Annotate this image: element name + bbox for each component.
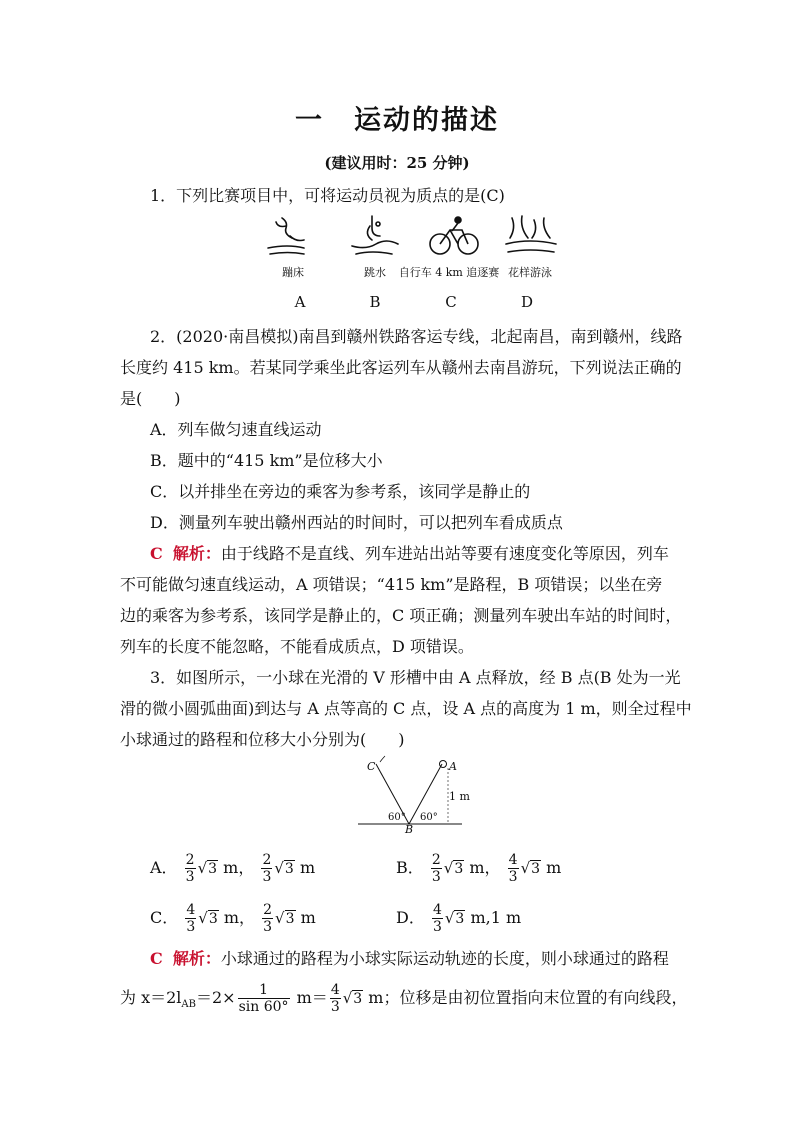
- q3-analysis-tag: 解析：: [172, 949, 221, 968]
- option-b-label: B．: [396, 858, 424, 877]
- trampoline-icon: [268, 218, 304, 254]
- option-b-unit-1: m，: [469, 858, 501, 877]
- analysis-fraction-result: $\frac{4}{3}$: [330, 982, 340, 1015]
- option-a-radical-1: √3: [197, 859, 218, 877]
- analysis-eq-mid: m＝: [291, 988, 328, 1007]
- q2-option-a: A．列车做匀速直线运动: [150, 420, 322, 439]
- label-height: 1 m: [449, 790, 470, 803]
- option-c-unit-2: m: [300, 908, 316, 927]
- pic-letter-a: A: [294, 293, 306, 311]
- q3-line-3: 小球通过的路程和位移大小分别为( ): [120, 730, 405, 749]
- q2-option-d: D．测量列车驶出赣州西站的时间时，可以把列车看成质点: [150, 513, 563, 532]
- synchronized-swimming-icon: [506, 216, 556, 252]
- q3-analysis-line-1: [150, 949, 710, 969]
- ball-at-a: [440, 761, 447, 768]
- q3-line-1: 3．如图所示，一小球在光滑的 V 形槽中由 A 点释放，经 B 点(B 处为一光: [150, 668, 681, 687]
- option-b-fraction-1: $\frac{2}{3}$: [431, 852, 441, 885]
- pic-label-c: 自行车 4 km 追逐赛: [398, 266, 500, 279]
- option-b-fraction-2: $\frac{4}{3}$: [508, 852, 518, 885]
- q2-line-3: 是( ): [120, 389, 181, 408]
- q2-analysis-tag: 解析：: [172, 544, 221, 563]
- pic-letter-d: D: [520, 293, 534, 311]
- analysis-fraction-sin: $\frac{1}{\sin 60^\circ}$: [238, 982, 289, 1015]
- q2-analysis-text-1: 由于线路不是直线、列车进站出站等要有速度变化等原因，列车: [220, 544, 669, 563]
- option-d-radical-1: √3: [444, 909, 465, 927]
- q3-analysis-text-1: 小球通过的路程为小球实际运动轨迹的长度，则小球通过的路程: [220, 949, 669, 968]
- option-b-radical-1: √3: [443, 859, 464, 877]
- option-c-radical-2: √3: [275, 909, 295, 927]
- q3-analysis-line-2: [120, 978, 687, 1025]
- option-c-unit-1: m，: [223, 908, 256, 927]
- pic-letter-c: C: [445, 293, 457, 311]
- bicycle-icon: [430, 217, 478, 254]
- option-a-fraction-2: $\frac{2}{3}$: [262, 852, 272, 885]
- option-c-radical-1: √3: [198, 909, 218, 927]
- option-d-unit-1: m,1 m: [470, 908, 522, 927]
- diving-icon: [352, 216, 398, 254]
- q3-answer-letter: C: [150, 949, 163, 968]
- option-a-unit-2: m: [299, 858, 316, 877]
- q3-option-d: [396, 898, 521, 939]
- pic-letter-b: B: [369, 293, 381, 311]
- q2-analysis-line-3: 边的乘客为参考系，该同学是静止的，C 项正确；测量列车驶出车站的时间时，: [120, 606, 682, 625]
- page-title: [0, 98, 794, 137]
- q3-option-c: [150, 898, 316, 939]
- ball-mark-at-c: [380, 756, 385, 762]
- suggested-time: (建议用时：25 分钟): [324, 154, 470, 172]
- analysis-eq-part1: ＝2×: [196, 988, 236, 1007]
- label-angle-left: 60°: [388, 812, 406, 823]
- q2-line-1: 2．(2020·南昌模拟)南昌到赣州铁路客运专线，北起南昌，南到赣州，线路: [150, 327, 683, 346]
- q3-line-2: 滑的微小圆弧曲面)到达与 A 点等高的 C 点，设 A 点的高度为 1 m，则全过程中: [120, 699, 692, 718]
- option-c-fraction-2: $\frac{2}{3}$: [263, 902, 273, 935]
- label-angle-right: 60°: [420, 812, 438, 823]
- pic-label-b: 跳水: [364, 266, 386, 279]
- option-a-radical-2: √3: [274, 859, 294, 877]
- q2-analysis-line-2: 不可能做匀速直线运动，A 项错误；“415 km”是路程，B 项错误；以坐在旁: [120, 575, 663, 594]
- label-point-b: B: [405, 823, 414, 836]
- option-c-fraction-1: $\frac{4}{3}$: [186, 902, 196, 935]
- analysis-eq-suffix: m；位移是由初位置指向末位置的有向线段，: [363, 988, 688, 1007]
- analysis-eq-subscript: AB: [181, 999, 196, 1011]
- q3-option-b: [396, 848, 561, 889]
- q3-option-a: [150, 848, 315, 889]
- q1-picture-strip: [260, 212, 560, 264]
- q2-analysis-line-4: 列车的长度不能忽略，不能看成质点，D 项错误。: [120, 637, 474, 656]
- option-c-label: C．: [150, 908, 179, 927]
- q2-option-b: B．题中的“415 km”是位移大小: [150, 451, 383, 470]
- pic-label-d: 花样游泳: [508, 266, 552, 279]
- option-a-fraction-1: $\frac{2}{3}$: [185, 852, 195, 885]
- option-d-fraction-1: $\frac{4}{3}$: [432, 902, 442, 935]
- pic-label-a: 蹦床: [282, 266, 304, 279]
- label-point-a: A: [449, 760, 457, 773]
- chapter-title: 运动的描述: [354, 105, 499, 136]
- option-a-unit-1: m，: [223, 858, 255, 877]
- q2-answer-letter: C: [150, 544, 163, 563]
- q1-stem: 1．下列比赛项目中，可将运动员视为质点的是(C): [150, 186, 505, 205]
- q2-option-c: C．以并排坐在旁边的乘客为参考系，该同学是静止的: [150, 482, 531, 501]
- option-b-unit-2: m: [546, 858, 562, 877]
- label-point-c: C: [367, 760, 376, 773]
- analysis-eq-prefix: 为 x＝2l: [120, 988, 182, 1007]
- analysis-radical: √3: [342, 989, 363, 1007]
- chapter-number: 一: [295, 105, 324, 136]
- q2-analysis-line-1: [150, 544, 710, 564]
- option-a-label: A．: [150, 858, 178, 877]
- q2-line-2: 长度约 415 km。若某同学乘坐此客运列车从赣州去南昌游玩，下列说法正确的: [120, 358, 682, 377]
- option-d-label: D．: [396, 908, 425, 927]
- option-b-radical-2: √3: [520, 859, 541, 877]
